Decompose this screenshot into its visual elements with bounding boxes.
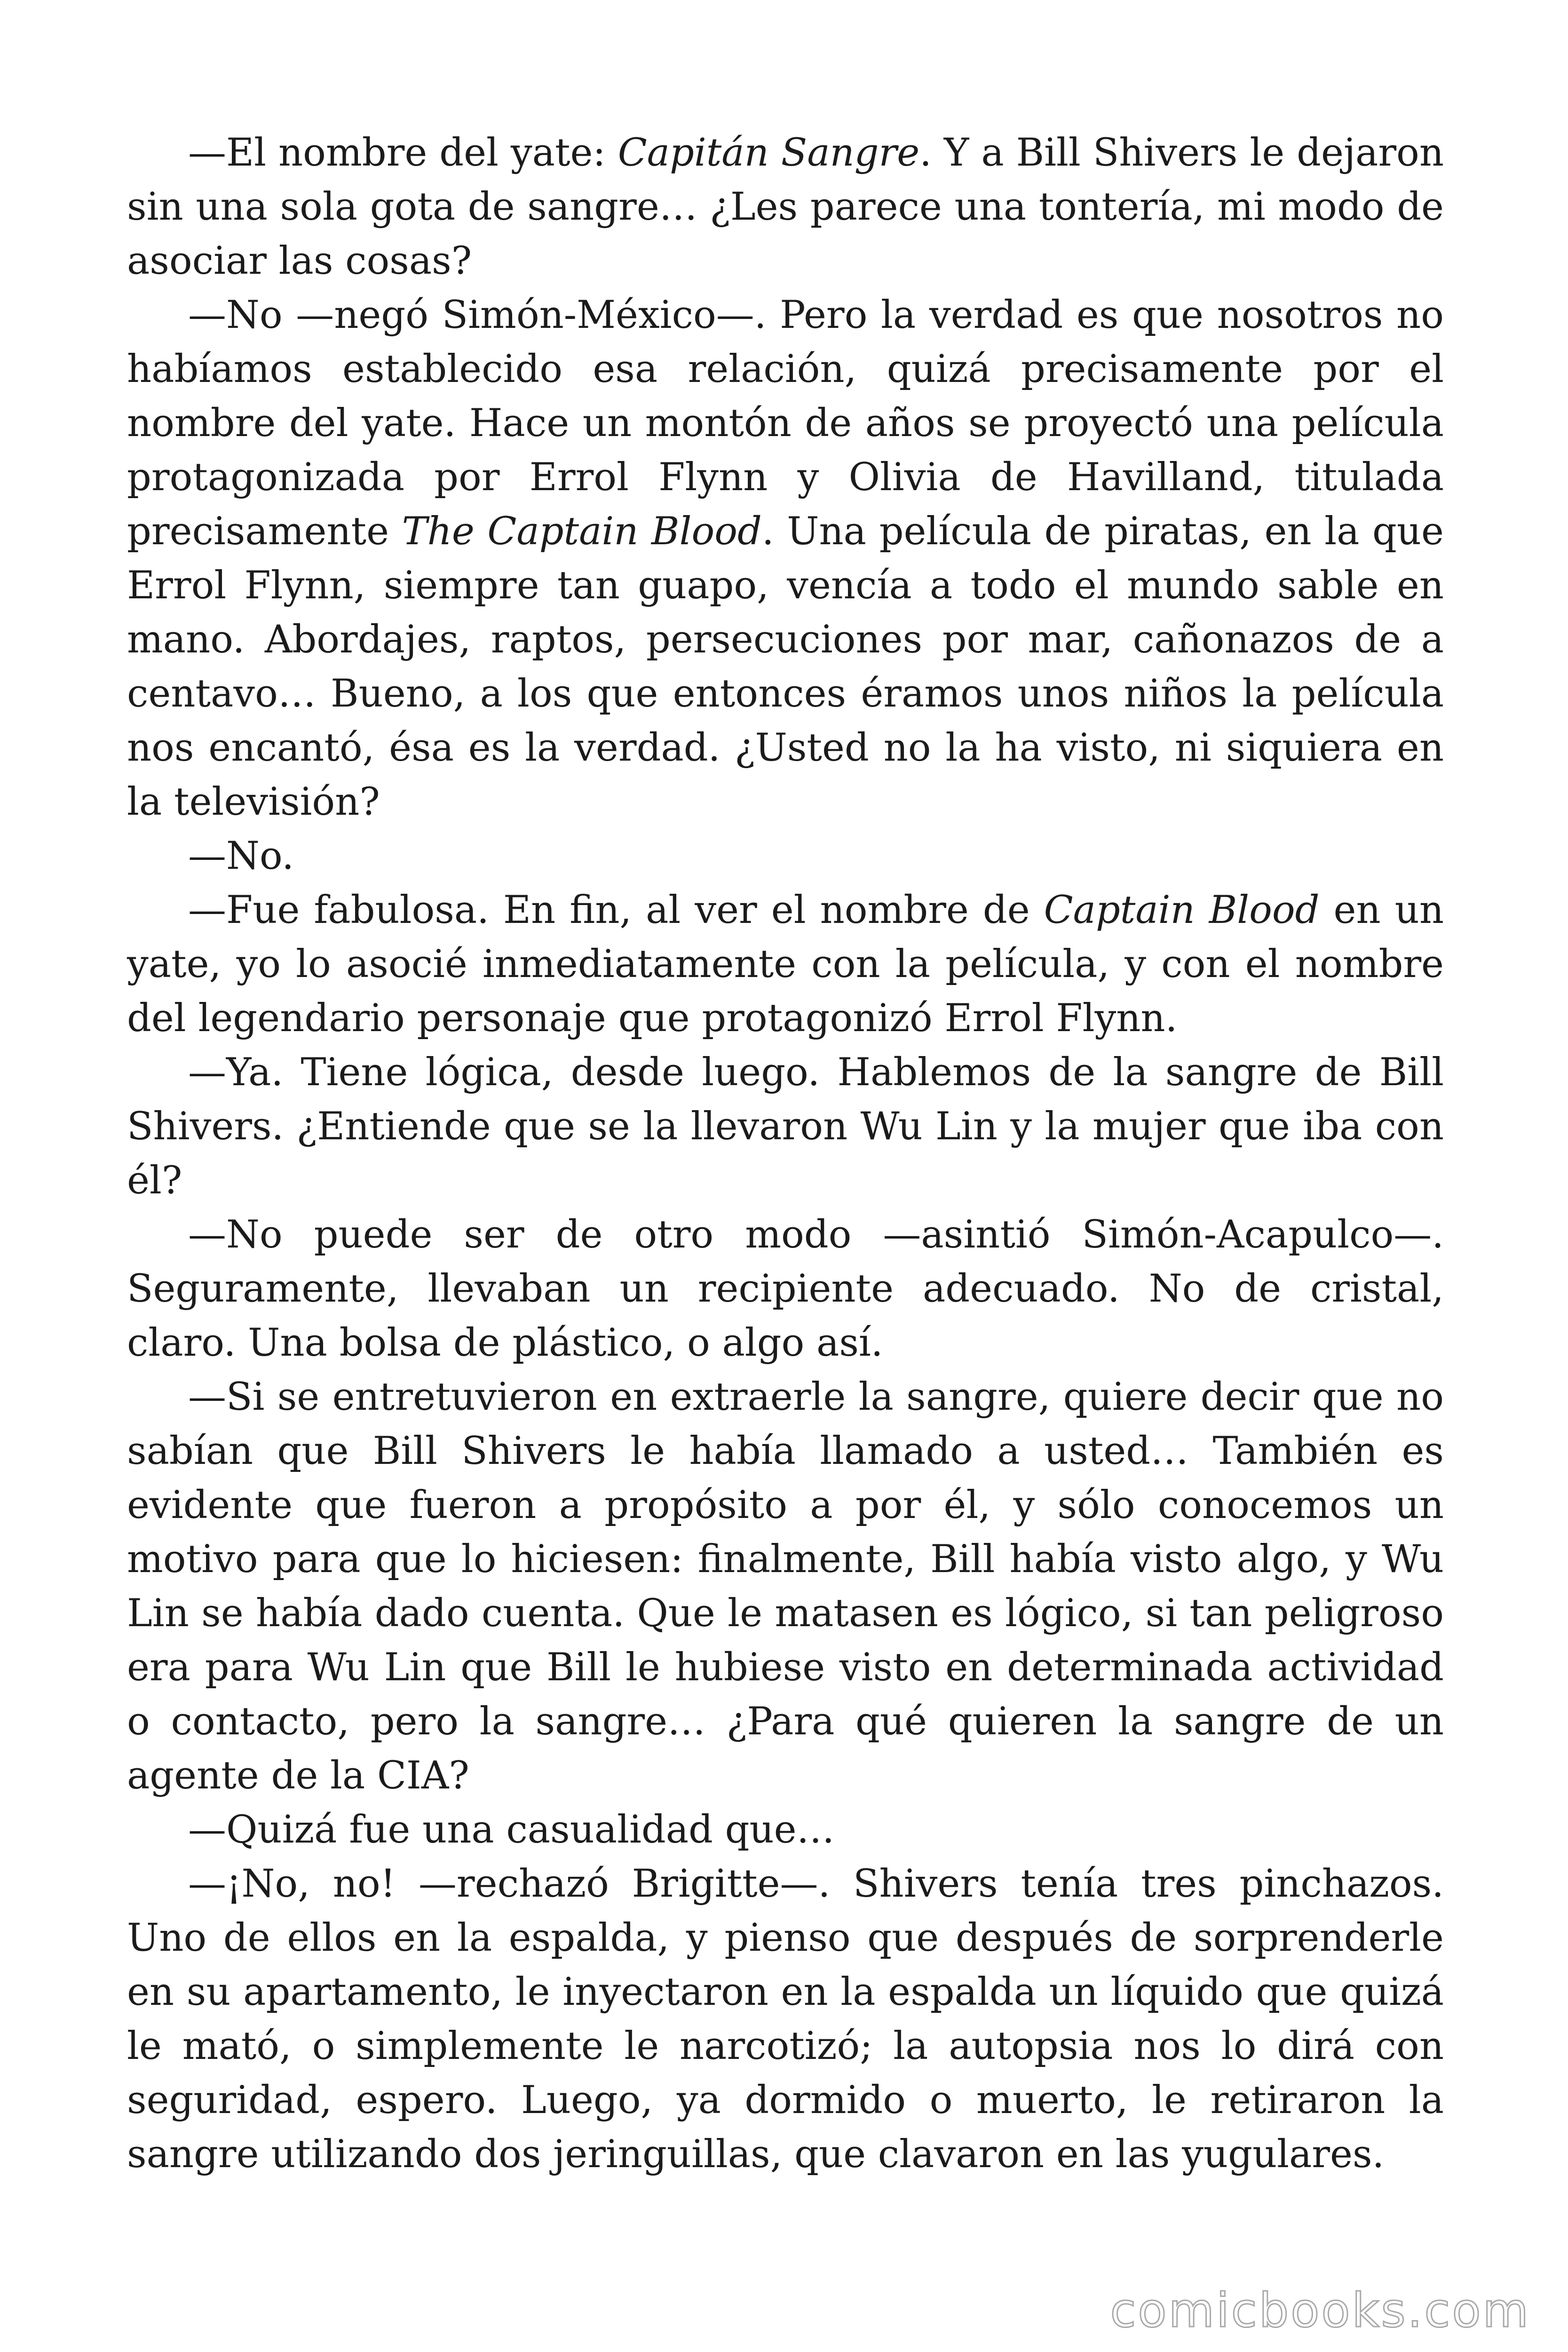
paragraph-text: —No puede ser de otro modo —asintió Simón-Acapulco—. Seguramente, llevaban un recipiente adecuado. No de cristal, claro. Una bolsa de plástico, o algo así. xyxy=(127,1213,1444,1365)
paragraph xyxy=(127,1370,1444,1803)
paragraph-text: en un yate, yo lo asocié inmediatamente con la película, y con el nombre del legendario personaje que protagonizó Errol Flynn. xyxy=(127,888,1444,1041)
paragraph xyxy=(127,1208,1444,1370)
paragraph xyxy=(127,883,1444,1046)
book-page-text xyxy=(127,126,1444,2182)
paragraph-text: —No. xyxy=(188,834,294,878)
paragraph-text: —Quizá fue una casualidad que… xyxy=(188,1808,835,1852)
paragraph xyxy=(127,126,1444,288)
paragraph xyxy=(127,829,1444,883)
paragraph-text: . Una película de piratas, en la que Errol Flynn, siempre tan guapo, vencía a todo el mundo sable en mano. Abordajes, raptos, persecuciones por mar, cañonazos de a centavo… Bueno, a los que entonces éramos unos niños la película nos encantó, ésa es la verdad. ¿Usted no la ha visto, ni siquiera en la televisión? xyxy=(127,509,1444,824)
paragraph-text: —¡No, no! —rechazó Brigitte—. Shivers tenía tres pinchazos. Uno de ellos en la espalda, y pienso que después de sorprenderle en su apartamento, le inyectaron en la espalda un líquido que quizá le mató, o simplemente le narcotizó; la autopsia nos lo dirá con seguridad, espero. Luego, ya dormido o muerto, le retiraron la sangre utilizando dos jeringuillas, que clavaron en las yugulares. xyxy=(127,1862,1444,2177)
paragraph-text: . Y a Bill Shivers le dejaron sin una sola gota de sangre… ¿Les parece una tontería, mi modo de asociar las cosas? xyxy=(127,131,1444,283)
italic-title-text: Captain Blood xyxy=(1044,888,1320,932)
paragraph xyxy=(127,1803,1444,1857)
paragraph xyxy=(127,288,1444,829)
watermark: comicbooks.com xyxy=(1110,2283,1530,2338)
paragraph-text: —Si se entretuvieron en extraerle la sangre, quiere decir que no sabían que Bill Shivers le había llamado a usted… También es evidente que fueron a propósito a por él, y sólo conocemos un motivo para que lo hiciesen: finalmente, Bill había visto algo, y Wu Lin se había dado cuenta. Que le matasen es lógico, si tan peligroso era para Wu Lin que Bill le hubiese visto en determinada actividad o contacto, pero la sangre… ¿Para qué quieren la sangre de un agente de la CIA? xyxy=(127,1375,1444,1798)
paragraph-text: —Ya. Tiene lógica, desde luego. Hablemos de la sangre de Bill Shivers. ¿Entiende que se la llevaron Wu Lin y la mujer que iba con él? xyxy=(127,1050,1444,1203)
paragraph-text: —Fue fabulosa. En fin, al ver el nombre de xyxy=(188,888,1044,932)
italic-title-text: The Captain Blood xyxy=(402,509,762,554)
paragraph xyxy=(127,1046,1444,1208)
paragraph xyxy=(127,1857,1444,2182)
paragraph-text: —El nombre del yate: xyxy=(188,131,618,175)
italic-title-text: Capitán Sangre xyxy=(618,131,920,175)
paragraph-text: —No —negó Simón-México—. Pero la verdad es que nosotros no habíamos establecido esa relación, quizá precisamente por el nombre del yate. Hace un montón de años se proyectó una película protagonizada por Errol Flynn y Olivia de Havilland, titulada precisamente xyxy=(127,293,1444,554)
